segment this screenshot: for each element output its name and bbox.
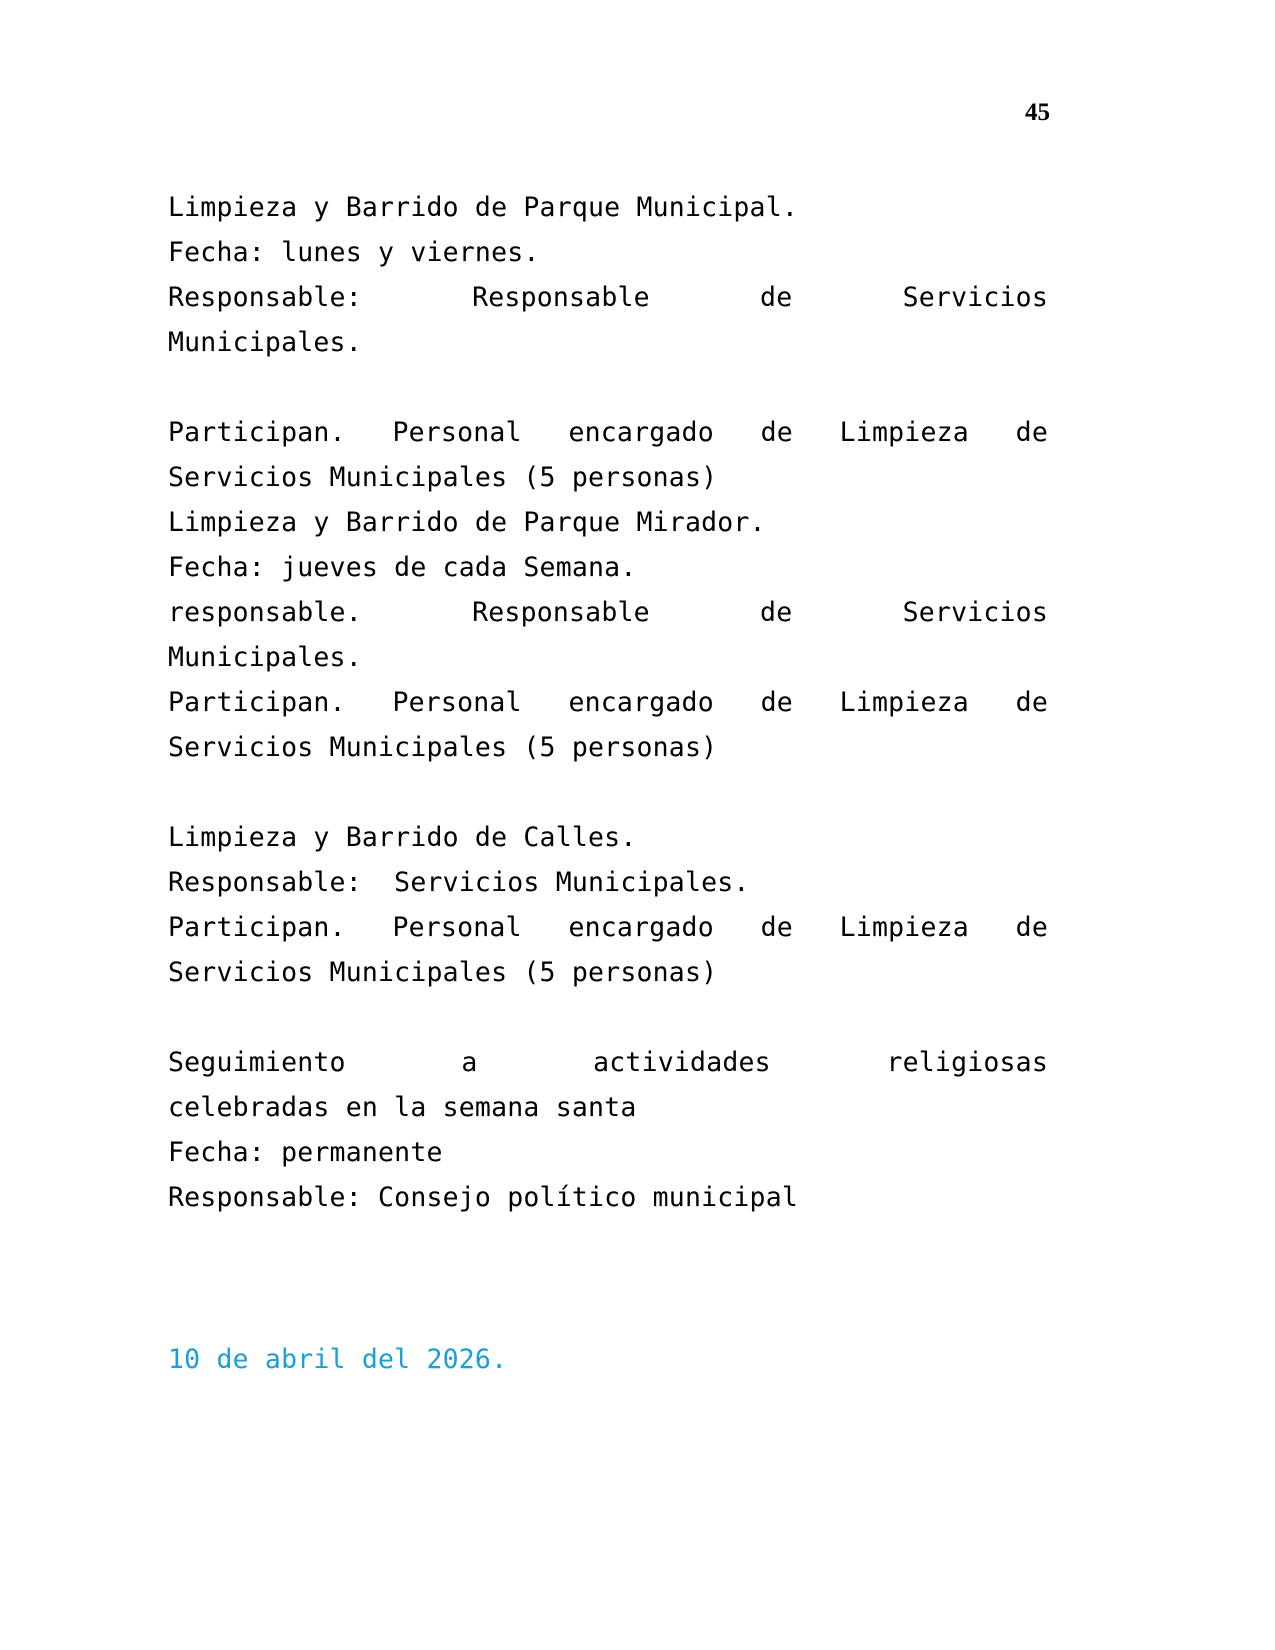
paragraph-calles	[168, 815, 1048, 995]
paragraph-spacer	[168, 995, 1048, 1040]
paragraph-parque-municipal	[168, 185, 1048, 365]
text-line: Fecha: lunes y viernes.	[168, 237, 540, 268]
document-body	[168, 185, 1048, 1220]
text-line: Fecha: jueves de cada Semana.	[168, 552, 637, 583]
paragraph-parque-mirador	[168, 410, 1048, 770]
paragraph-actividades-religiosas	[168, 1040, 1048, 1220]
text-line: Participan. Personal encargado de Limpieza de	[168, 687, 1048, 718]
text-line: Limpieza y Barrido de Parque Mirador.	[168, 507, 766, 538]
text-line: Fecha: permanente	[168, 1137, 443, 1168]
text-line: Servicios Municipales (5 personas)	[168, 732, 718, 763]
paragraph-spacer	[168, 770, 1048, 815]
text-line: Participan. Personal encargado de Limpieza de	[168, 912, 1048, 943]
text-line: Responsable: Consejo político municipal	[168, 1182, 799, 1213]
text-line: Responsable: Responsable de Servicios	[168, 282, 1048, 313]
text-line: Municipales.	[168, 327, 362, 358]
paragraph-spacer	[168, 365, 1048, 410]
text-line: Limpieza y Barrido de Calles.	[168, 822, 637, 853]
text-line: Seguimiento a actividades religiosas	[168, 1047, 1048, 1078]
page-number: 45	[1025, 99, 1050, 126]
text-line: celebradas en la semana santa	[168, 1092, 637, 1123]
text-line: Participan. Personal encargado de Limpieza de	[168, 417, 1048, 448]
text-line: Servicios Municipales (5 personas)	[168, 957, 718, 988]
text-line: Limpieza y Barrido de Parque Municipal.	[168, 192, 799, 223]
text-line: responsable. Responsable de Servicios	[168, 597, 1048, 628]
text-line: Servicios Municipales (5 personas)	[168, 462, 718, 493]
text-line: Municipales.	[168, 642, 362, 673]
date-line: 10 de abril del 2026.	[168, 1344, 508, 1375]
text-line: Responsable: Servicios Municipales.	[168, 867, 750, 898]
